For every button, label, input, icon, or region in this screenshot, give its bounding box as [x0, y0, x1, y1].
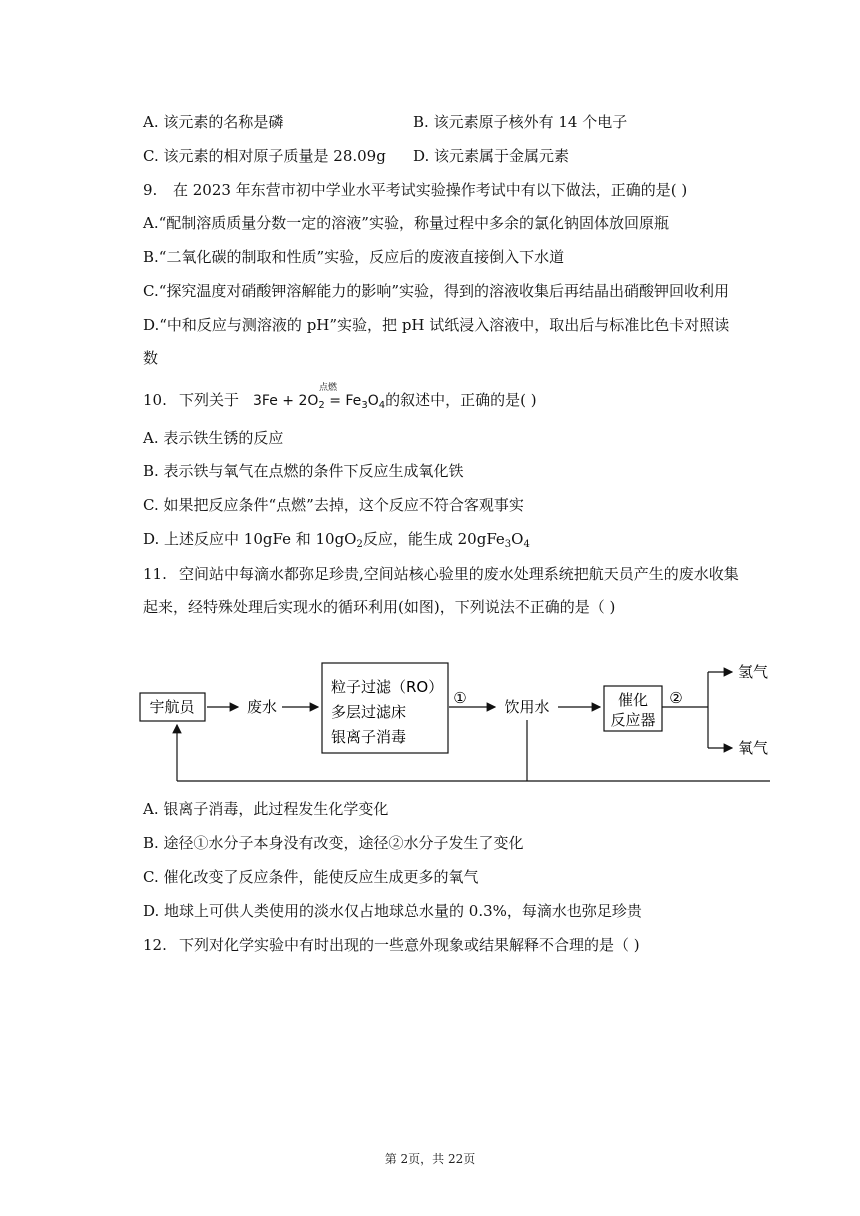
- q8-option-c-text: 该元素的相对原子质量是 28.09g: [163, 147, 386, 165]
- q12-stem: 下列对化学实验中有时出现的一些意外现象或结果解释不合理的是（ ): [179, 936, 640, 954]
- water-cycle-diagram: [0, 640, 860, 800]
- q8-option-b-text: 该元素原子核外有 14 个电子: [433, 113, 628, 131]
- page-footer: 第 2页，共 22页: [384, 1152, 476, 1166]
- q10-eq-o: O: [367, 393, 379, 409]
- q8-option-a: [143, 112, 283, 132]
- q10-eq-left: 3Fe + 2O: [253, 393, 319, 409]
- q11-number: 11.: [143, 565, 167, 583]
- astronaut-label: 宇航员: [149, 698, 195, 716]
- q10-number: 10.: [143, 391, 167, 409]
- q10-stem-post: 的叙述中，正确的是( ): [385, 391, 537, 409]
- q11-stem-line: [143, 564, 739, 584]
- process-line-3: 银离子消毒: [331, 728, 407, 746]
- oxygen-label: 氧气: [738, 739, 769, 757]
- q10-option-d-sub3: 3: [504, 539, 512, 550]
- q8-option-c-label: C.: [143, 147, 159, 165]
- q8-option-d-label: D.: [413, 147, 430, 165]
- q8-option-d: [413, 146, 569, 166]
- drinking-water-label: 饮用水: [504, 698, 550, 716]
- q8-option-c: [143, 146, 386, 166]
- wastewater-label: 废水: [246, 698, 278, 716]
- q8-option-a-text: 该元素的名称是磷: [163, 113, 284, 131]
- q10-option-a: A. 表示铁生锈的反应: [143, 429, 284, 447]
- q11-option-d: D. 地球上可供人类使用的淡水仅占地球总水量的 0.3%，每滴水也弥足珍贵: [143, 902, 642, 920]
- q9-stem: 在 2023 年东营市初中学业水平考试实验操作考试中有以下做法，正确的是( ): [173, 181, 688, 199]
- q10-eq-condition: 点燃: [319, 383, 338, 393]
- q10-equation: [253, 383, 386, 416]
- q10-option-c: C. 如果把反应条件“点燃”去掉，这个反应不符合客观事实: [143, 496, 524, 514]
- q9-option-c: C.“探究温度对硝酸钾溶解能力的影响”实验，得到的溶液收集后再结晶出硝酸钾回收利用: [143, 282, 730, 300]
- q10-eq-right: = Fe: [329, 393, 362, 409]
- route-1-label: ①: [453, 689, 467, 707]
- q11-option-b: B. 途径①水分子本身没有改变，途径②水分子发生了变化: [143, 834, 524, 852]
- route-2-label: ②: [669, 689, 683, 707]
- q9-option-d: D.“中和反应与测溶液的 pH”实验，把 pH 试纸浸入溶液中，取出后与标准比色卡对照读: [143, 316, 730, 334]
- q8-option-b: [413, 112, 627, 132]
- q10-option-d-mid: 反应，能生成 20gFe: [362, 530, 505, 548]
- q9-option-a: A.“配制溶质质量分数一定的溶液”实验，称量过程中多余的氯化钠固体放回原瓶: [143, 214, 669, 232]
- process-line-1: 粒子过滤（RO）: [331, 678, 444, 696]
- q9-number: 9.: [143, 181, 158, 199]
- q12-stem-line: [143, 935, 640, 955]
- q10-option-d-o: O: [511, 530, 524, 548]
- q8-option-d-text: 该元素属于金属元素: [434, 147, 570, 165]
- catalytic-label-2: 反应器: [610, 711, 656, 729]
- q10-eq-sub-o4: 4: [378, 400, 386, 411]
- q10-stem-line: [143, 383, 537, 416]
- q11-stem-line-2: 起来，经特殊处理后实现水的循环利用(如图)，下列说法不正确的是（ ): [143, 598, 616, 616]
- q10-option-d-sub2: 2: [356, 539, 363, 550]
- q11-stem-1: 空间站中每滴水都弥足珍贵,空间站核心验里的废水处理系统把航天员产生的废水收集: [179, 565, 739, 583]
- q9-option-b: B.“二氧化碳的制取和性质”实验，反应后的废液直接倒入下水道: [143, 248, 565, 266]
- q11-option-c: C. 催化改变了反应条件，能使反应生成更多的氧气: [143, 868, 479, 886]
- q12-number: 12.: [143, 936, 167, 954]
- q10-eq-sub-o2: 2: [318, 400, 325, 411]
- q10-option-b: B. 表示铁与氧气在点燃的条件下反应生成氧化铁: [143, 462, 464, 480]
- q10-option-d: [143, 529, 530, 555]
- q10-eq-sub-fe3: 3: [361, 400, 368, 411]
- q10-option-d-sub4: 4: [523, 539, 530, 550]
- q9-stem-line: [143, 180, 687, 200]
- q11-option-a: A. 银离子消毒，此过程发生化学变化: [143, 800, 389, 818]
- catalytic-label-1: 催化: [617, 691, 649, 709]
- q8-option-b-label: B.: [413, 113, 429, 131]
- q10-option-d-pre: D. 上述反应中 10gFe 和 10gO: [143, 530, 357, 548]
- q10-stem-pre: 下列关于: [179, 391, 240, 409]
- process-line-2: 多层过滤床: [331, 703, 407, 721]
- hydrogen-label: 氢气: [738, 663, 769, 681]
- q8-option-a-label: A.: [143, 113, 159, 131]
- q9-option-d-continued: 数: [143, 349, 159, 367]
